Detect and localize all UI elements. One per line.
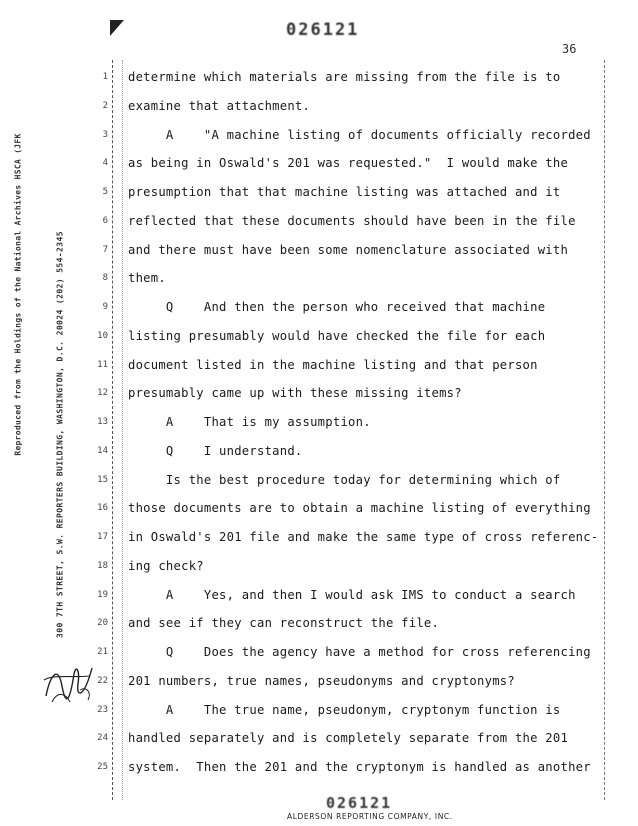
- line-number: 9: [102, 302, 108, 312]
- line-number: 20: [97, 618, 108, 629]
- transcript-line: A Yes, and then I would ask IMS to conduct a search: [128, 587, 576, 602]
- line-number: 17: [97, 532, 108, 542]
- transcript-line: presumably came up with these missing items?: [128, 386, 462, 401]
- line-number: 21: [97, 647, 108, 657]
- transcript-line: Is the best procedure today for determining which of: [128, 472, 561, 487]
- transcript-line: A That is my assumption.: [128, 415, 371, 429]
- transcript-line: them.: [128, 271, 166, 286]
- line-number: 3: [102, 129, 108, 140]
- right-margin-rule: [604, 60, 606, 800]
- reporter-address: 300 7TH STREET, S.W. REPORTERS BUILDING, WASHINGTON, D.C. 20024 (202) 554-2345: [55, 231, 65, 638]
- transcript-line: those documents are to obtain a machine listing of everything: [128, 501, 591, 516]
- line-number: 14: [97, 445, 108, 456]
- line-number: 10: [97, 330, 108, 341]
- transcript-line: listing presumably would have checked the file for each: [128, 328, 546, 343]
- line-number: 13: [97, 417, 108, 427]
- left-margin-rule: [112, 60, 114, 800]
- transcript-line: system. Then the 201 and the cryptonym is handled as another: [128, 760, 591, 774]
- transcript-line: 201 numbers, true names, pseudonyms and cryptonyms?: [128, 673, 515, 688]
- line-number: 22: [97, 675, 108, 686]
- line-number: 16: [97, 503, 108, 514]
- footer-document-code: 026121: [326, 794, 393, 812]
- line-number: 12: [97, 388, 108, 399]
- transcript-line: handled separately and is completely separate from the 201: [128, 731, 569, 746]
- transcript-line: in Oswald's 201 file and make the same type of cross referenc-: [128, 530, 599, 544]
- line-number: 25: [97, 762, 108, 772]
- line-number: 23: [97, 704, 108, 715]
- line-number: 24: [97, 733, 108, 744]
- page-number: 36: [562, 42, 577, 56]
- transcript-line: as being in Oswald's 201 was requested." I would make the: [128, 156, 569, 171]
- line-number: 15: [97, 474, 108, 485]
- transcript-line: and see if they can reconstruct the file.: [128, 616, 440, 631]
- transcript-line: Q And then the person who received that machine: [128, 300, 546, 314]
- transcript-line: Q Does the agency have a method for cross referencing: [128, 645, 591, 659]
- line-number: 18: [97, 560, 108, 571]
- line-number: 5: [102, 187, 108, 197]
- transcript-line: and there must have been some nomenclature associated with: [128, 242, 569, 257]
- handwritten-initials: [40, 656, 98, 704]
- page-edge-mark: [110, 20, 124, 36]
- transcript-line: A The true name, pseudonym, cryptonym function is: [128, 702, 561, 717]
- transcript-line: document listed in the machine listing and that person: [128, 357, 538, 372]
- header-document-code: 026121: [286, 20, 360, 40]
- inner-margin-rule: [122, 60, 124, 800]
- line-number: 1: [102, 72, 108, 82]
- transcript-line: Q I understand.: [128, 443, 303, 458]
- transcript-line: presumption that that machine listing was attached and it: [128, 185, 561, 199]
- line-number: 19: [97, 589, 108, 600]
- line-number: 6: [102, 215, 108, 226]
- transcript-line: A "A machine listing of documents officially recorded: [128, 127, 591, 142]
- reporting-company-name: ALDERSON REPORTING COMPANY, INC.: [287, 812, 453, 821]
- transcript-line: determine which materials are missing from the file is to: [128, 70, 561, 84]
- transcript-line: ing check?: [128, 558, 204, 573]
- line-number: 4: [102, 158, 108, 169]
- transcript-line: reflected that these documents should have been in the file: [128, 213, 576, 228]
- archive-stamp: Reproduced from the Holdings of the National Archives HSCA (JFK: [13, 133, 23, 456]
- transcript-line: examine that attachment.: [128, 98, 311, 113]
- line-number: 7: [102, 244, 108, 255]
- line-number: 2: [102, 100, 108, 111]
- line-number: 11: [97, 359, 108, 370]
- line-number: 8: [102, 273, 108, 284]
